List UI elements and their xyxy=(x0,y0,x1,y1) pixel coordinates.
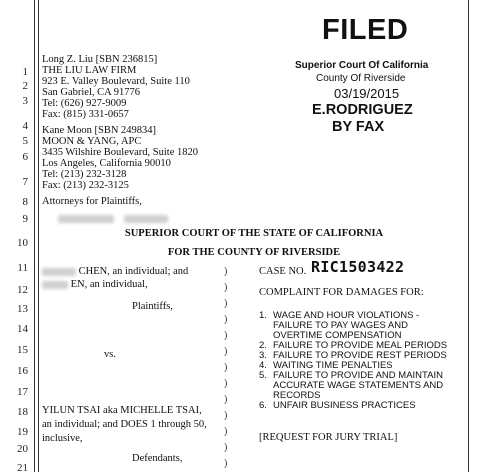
claim-item: 5. FAILURE TO PROVIDE AND MAINTAIN ACCURATE WAGE STATEMENTS AND RECORDS xyxy=(259,370,444,401)
line-number: 7 xyxy=(22,176,28,188)
line-number: 1 xyxy=(22,66,28,78)
line-number: 14 xyxy=(17,323,28,335)
attorney-fax: Fax: (213) 232-3125 xyxy=(42,180,129,191)
claims-list xyxy=(259,311,447,411)
defendant-line-2: an individual; and DOES 1 through 50, xyxy=(42,419,207,430)
line-number: 17 xyxy=(17,386,28,398)
redacted-plaintiff-names xyxy=(58,210,168,228)
court-title: SUPERIOR COURT OF THE STATE OF CALIFORNIA xyxy=(124,228,384,239)
attorney-address-1: 923 E. Valley Boulevard, Suite 110 xyxy=(42,76,190,87)
attorney-name: Long Z. Liu [SBN 236815] xyxy=(42,54,158,65)
attorney-block-1 xyxy=(42,54,190,120)
line-number: 18 xyxy=(17,406,28,418)
line-number: 12 xyxy=(17,284,28,296)
redacted-name xyxy=(42,268,76,276)
claim-item: 6. UNFAIR BUSINESS PRACTICES xyxy=(259,400,416,411)
attorney-block-2 xyxy=(42,125,198,191)
attorney-address-1: 3435 Wilshire Boulevard, Suite 1820 xyxy=(42,147,198,158)
claim-item: 4. WAITING TIME PENALTIES xyxy=(259,360,393,371)
filed-stamp-county: County Of Riverside xyxy=(316,73,406,84)
plaintiffs-label: Plaintiffs, xyxy=(132,301,173,312)
attorney-address-2: Los Angeles, California 90010 xyxy=(42,158,171,169)
claim-item: 1. WAGE AND HOUR VIOLATIONS - FAILURE TO PAY WAGES AND OVERTIME COMPENSATION xyxy=(259,310,420,341)
attorneys-for xyxy=(42,196,142,207)
line-number: 19 xyxy=(17,426,28,438)
line-number: 5 xyxy=(22,135,28,147)
filed-stamp-method: BY FAX xyxy=(332,119,385,135)
plaintiff-line-1: CHEN, an individual; and xyxy=(42,266,188,277)
attorney-address-2: San Gabriel, CA 91776 xyxy=(42,87,140,98)
filed-stamp-clerk: E.RODRIGUEZ xyxy=(312,102,413,118)
attorney-tel: Tel: (213) 232-3128 xyxy=(42,169,127,180)
filed-stamp-title: FILED xyxy=(322,14,409,46)
redacted-name xyxy=(42,281,68,289)
case-number-label: CASE NO. xyxy=(259,266,307,277)
line-number: 4 xyxy=(22,120,28,132)
line-number: 10 xyxy=(17,237,28,249)
court-county: FOR THE COUNTY OF RIVERSIDE xyxy=(167,247,341,258)
line-number: 11 xyxy=(17,262,28,274)
line-number: 6 xyxy=(22,151,28,163)
line-number: 9 xyxy=(22,213,28,225)
attorney-fax: Fax: (815) 331-0657 xyxy=(42,109,129,120)
attorney-firm: MOON & YANG, APC xyxy=(42,136,142,147)
left-margin-line-inner xyxy=(38,0,39,472)
line-number: 13 xyxy=(17,303,28,315)
case-number: RIC1503422 xyxy=(311,258,405,276)
line-number: 3 xyxy=(22,95,28,107)
document-page: 1 2 3 4 5 6 7 8 9 10 11 12 13 14 15 16 17 18 19 20 21 FILED Superior Court Of California County Of Riverside 03/19/2015 E.RODRIGUEZ BY FAX Long Z. Liu [SBN 236815] THE LIU LAW FIRM 923 E. Valley Boulevard, Suite 110 San Gabriel, CA 91776 Tel: (626) 927-9009 Fax: (815) 331-0657 Kane Moon [SBN 249834] MOON & YANG, APC 3435 Wilshire Boulevard, Suite 1820 Los Angeles, California 90010 Tel: (213) 232-3128 Fax: (213) 232-3125 Attorneys for Plaintiffs, SUPERIOR COURT OF THE STATE OF CALIFORNIA FOR THE COUNTY OF RIVERSIDE CHEN, an individual; and EN, an individual, Plaintiffs, vs. YILUN TSAI aka MICHELLE TSAI, an individual; and DOES 1 through 50, inclusive, Defendants, ) ) ) ) ) ) ) ) ) ) ) ) ) CASE NO. RIC1503422 COMPLAINT FOR DAMAGES FOR: 1. WAGE AND HOUR VIOLATIONS - FAILURE TO PAY WAGES AND OVERTIME COMPENSATION 2. FAILURE TO PROVIDE MEAL PERIODS 3. FAILURE TO PROVIDE REST PERIODS 4. WAITING TIME PENALTIES 5. FAILURE TO PROVIDE AND MAINTAIN ACCURATE WAGE STATEMENTS AND RECORDS 6. UNFAIR BUSINESS PRACTICES [REQUEST FOR JURY TRIAL] xyxy=(0,0,499,472)
claim-item: 2. FAILURE TO PROVIDE MEAL PERIODS xyxy=(259,340,448,351)
line-number: 16 xyxy=(17,365,28,377)
defendant-line-3: inclusive, xyxy=(42,433,83,444)
versus-label: vs. xyxy=(104,349,116,360)
complaint-title: COMPLAINT FOR DAMAGES FOR: xyxy=(259,287,424,298)
attorney-firm: THE LIU LAW FIRM xyxy=(42,65,137,76)
attorneys-for-label: Attorneys for Plaintiffs, xyxy=(42,196,142,207)
line-number: 15 xyxy=(17,344,28,356)
right-margin-line xyxy=(468,0,469,472)
defendants-label: Defendants, xyxy=(132,453,183,464)
defendant-line-1: YILUN TSAI aka MICHELLE TSAI, xyxy=(42,405,202,416)
attorney-name: Kane Moon [SBN 249834] xyxy=(42,125,157,136)
filed-stamp-court: Superior Court Of California xyxy=(295,60,429,71)
line-number: 20 xyxy=(17,443,28,455)
line-number: 2 xyxy=(22,80,28,92)
line-number: 8 xyxy=(22,196,28,208)
plaintiff-line-2: EN, an individual, xyxy=(42,279,148,290)
claim-item: 3. FAILURE TO PROVIDE REST PERIODS xyxy=(259,350,447,361)
attorney-tel: Tel: (626) 927-9009 xyxy=(42,98,127,109)
left-margin-line xyxy=(34,0,35,472)
jury-trial-request: [REQUEST FOR JURY TRIAL] xyxy=(259,432,398,443)
filed-stamp-date: 03/19/2015 xyxy=(334,86,400,101)
line-number: 21 xyxy=(17,462,28,474)
